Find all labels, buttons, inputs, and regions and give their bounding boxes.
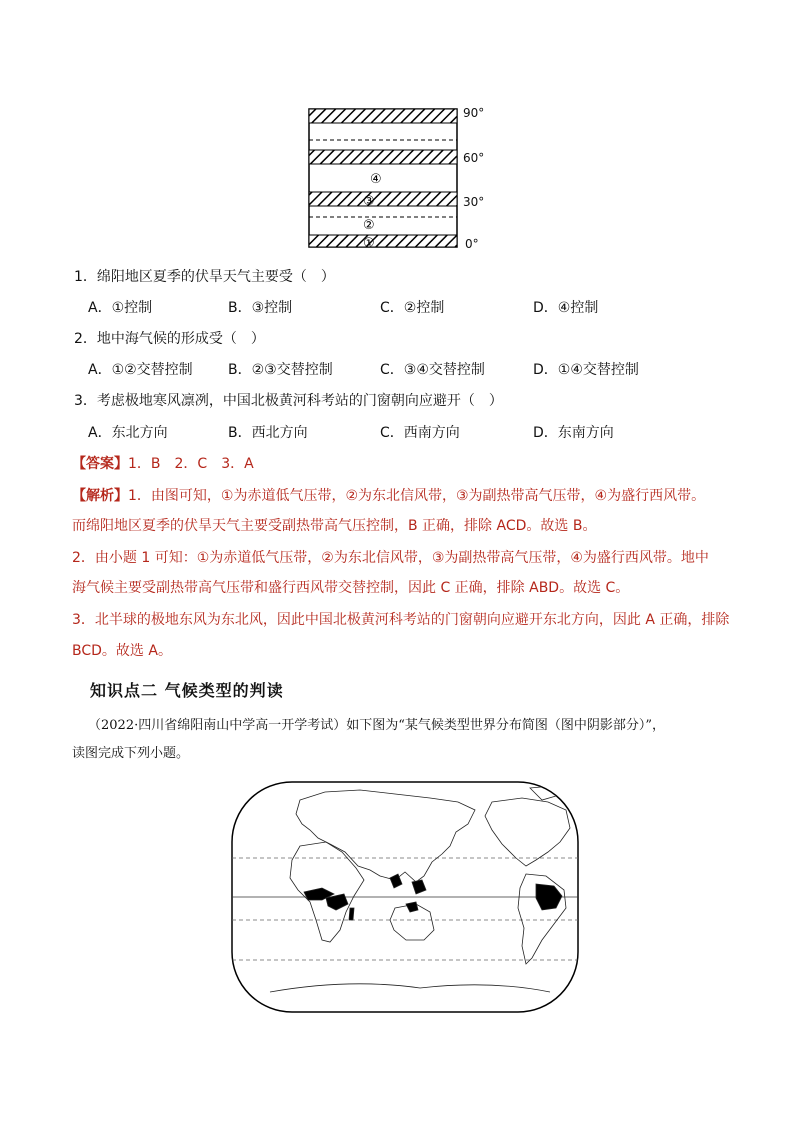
q1-option-b: B．③控制 xyxy=(228,300,293,316)
q3-option-b: B．西北方向 xyxy=(228,425,308,441)
zone-label-2: ② xyxy=(363,218,375,233)
q1-option-c: C．②控制 xyxy=(380,300,445,316)
q2-option-d: D．①④交替控制 xyxy=(533,362,639,378)
lat-label-30: 30° xyxy=(463,195,485,209)
hatched-band-polar-high xyxy=(309,109,457,123)
answer-line xyxy=(72,454,254,474)
answer-text: 1．B 2．C 3．A xyxy=(128,456,254,472)
q3-option-a: A．东北方向 xyxy=(88,425,168,441)
section-heading: 知识点二 气候类型的判读 xyxy=(90,681,284,700)
lat-label-0: 0° xyxy=(465,237,479,251)
hatched-band-equatorial-low xyxy=(309,235,457,247)
hatched-band-subpolar-low xyxy=(309,150,457,164)
analysis-line-4: 海气候主要受副热带高气压带和盛行西风带交替控制，因此 C 正确，排除 ABD。故选 C。 xyxy=(72,580,630,596)
analysis-line-5: 3．北半球的极地东风为东北风，因此中国北极黄河科考站的门窗朝向应避开东北方向，因此 A 正确，排除 xyxy=(72,612,730,628)
analysis-tag: 【解析】 xyxy=(72,488,128,504)
lat-label-60: 60° xyxy=(463,151,485,165)
analysis-line-2: 而绵阳地区夏季的伏旱天气主要受副热带高气压控制，B 正确，排除 ACD。故选 B。 xyxy=(72,518,597,534)
q2-option-b: B．②③交替控制 xyxy=(228,362,333,378)
hatched-band-subtropical-high xyxy=(309,192,457,206)
zone-label-3: ③ xyxy=(363,194,375,209)
answer-tag: 【答案】 xyxy=(72,456,128,472)
q2-option-c: C．③④交替控制 xyxy=(380,362,485,378)
intro-line-2: 读图完成下列小题。 xyxy=(72,746,190,761)
analysis-line-1 xyxy=(72,486,705,506)
question-1: 1．绵阳地区夏季的伏旱天气主要受（ ） xyxy=(74,269,335,285)
q1-option-d: D．④控制 xyxy=(533,300,599,316)
question-3: 3．考虑极地寒风凛冽，中国北极黄河科考站的门窗朝向应避开（ ） xyxy=(74,393,503,409)
zone-label-4: ④ xyxy=(370,172,382,187)
analysis-line-6: BCD。故选 A。 xyxy=(72,643,172,659)
lat-label-90: 90° xyxy=(463,106,485,120)
world-climate-map xyxy=(230,780,580,1015)
analysis-line-3: 2．由小题 1 可知：①为赤道低气压带，②为东北信风带，③为副热带高气压带，④为盛行西风带。地中 xyxy=(72,550,709,566)
q2-option-a: A．①②交替控制 xyxy=(88,362,193,378)
q3-option-d: D．东南方向 xyxy=(533,425,614,441)
pressure-belt-diagram xyxy=(300,104,500,252)
analysis-text-1: 1．由图可知，①为赤道低气压带，②为东北信风带，③为副热带高气压带，④为盛行西风带。 xyxy=(128,488,706,504)
q1-option-a: A．①控制 xyxy=(88,300,153,316)
intro-line-1: （2022·四川省绵阳南山中学高一开学考试）如下图为“某气候类型世界分布简图（图中阴影部分）”， xyxy=(88,718,666,733)
shade-madagascar xyxy=(349,908,354,920)
question-2: 2．地中海气候的形成受（ ） xyxy=(74,331,265,347)
q3-option-c: C．西南方向 xyxy=(380,425,460,441)
zone-label-1: ① xyxy=(363,236,375,251)
